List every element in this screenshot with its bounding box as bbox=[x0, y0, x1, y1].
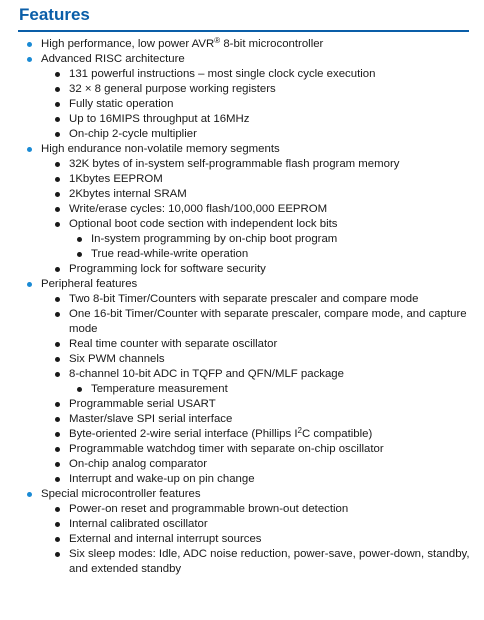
feature-text-continued: 8-bit microcontroller bbox=[220, 38, 324, 50]
bullet-icon bbox=[55, 522, 60, 527]
feature-subitem bbox=[0, 412, 484, 427]
feature-row bbox=[0, 82, 484, 97]
feature-row bbox=[0, 487, 484, 502]
feature-text: Byte-oriented 2-wire serial interface (Phillips I bbox=[69, 428, 298, 440]
feature-text: High endurance non-volatile memory segments bbox=[41, 143, 280, 155]
feature-text: Programmable serial USART bbox=[69, 398, 216, 410]
feature-row bbox=[0, 397, 484, 412]
feature-text: Temperature measurement bbox=[91, 383, 228, 395]
bullet-icon bbox=[27, 492, 32, 497]
feature-row bbox=[0, 157, 484, 172]
feature-row bbox=[0, 277, 484, 292]
feature-subitem bbox=[0, 127, 484, 142]
feature-subitem bbox=[0, 397, 484, 412]
feature-row bbox=[0, 442, 484, 457]
feature-text: Master/slave SPI serial interface bbox=[69, 413, 233, 425]
feature-text: 8-channel 10-bit ADC in TQFP and QFN/MLF package bbox=[69, 368, 344, 380]
feature-item bbox=[0, 142, 484, 277]
feature-subitem bbox=[0, 472, 484, 487]
bullet-icon bbox=[77, 252, 82, 257]
feature-subitem bbox=[0, 337, 484, 352]
feature-text: 32K bytes of in-system self-programmable flash program memory bbox=[69, 158, 400, 170]
feature-subitem bbox=[0, 367, 484, 397]
feature-row bbox=[0, 307, 484, 337]
feature-text-continued: C compatible) bbox=[302, 428, 373, 440]
feature-row bbox=[0, 352, 484, 367]
feature-text: In-system programming by on-chip boot program bbox=[91, 233, 338, 245]
feature-sublist bbox=[0, 382, 484, 397]
feature-text: Optional boot code section with independent lock bits bbox=[69, 218, 338, 230]
feature-text: Fully static operation bbox=[69, 98, 174, 110]
feature-row bbox=[0, 517, 484, 532]
feature-subitem bbox=[0, 517, 484, 532]
feature-subitem bbox=[0, 262, 484, 277]
feature-subitem bbox=[0, 82, 484, 97]
feature-text: Real time counter with separate oscillator bbox=[69, 338, 278, 350]
feature-row bbox=[0, 412, 484, 427]
feature-row bbox=[0, 187, 484, 202]
feature-text: Programmable watchdog timer with separate on-chip oscillator bbox=[69, 443, 384, 455]
feature-subitem bbox=[0, 427, 484, 442]
feature-sublist bbox=[0, 292, 484, 487]
feature-list-container bbox=[0, 37, 484, 577]
bullet-icon bbox=[55, 192, 60, 197]
feature-text: Six sleep modes: Idle, ADC noise reduction, power-save, power-down, standby, and extended standby bbox=[69, 548, 470, 575]
feature-subitem bbox=[0, 307, 484, 337]
feature-row bbox=[0, 112, 484, 127]
feature-text: 131 powerful instructions – most single clock cycle execution bbox=[69, 68, 376, 80]
bullet-icon bbox=[27, 147, 32, 152]
feature-sublist bbox=[0, 502, 484, 577]
feature-text: Six PWM channels bbox=[69, 353, 165, 365]
bullet-icon bbox=[55, 102, 60, 107]
feature-row bbox=[0, 427, 484, 442]
superscript: 2 bbox=[297, 426, 302, 435]
feature-list bbox=[0, 37, 484, 577]
feature-subitem bbox=[0, 187, 484, 202]
feature-text: High performance, low power AVR bbox=[41, 38, 215, 50]
feature-row bbox=[0, 502, 484, 517]
feature-row bbox=[0, 232, 484, 247]
feature-row bbox=[0, 217, 484, 232]
feature-row bbox=[0, 172, 484, 187]
feature-text: On-chip 2-cycle multiplier bbox=[69, 128, 197, 140]
feature-text: Programming lock for software security bbox=[69, 263, 266, 275]
feature-text: 32 × 8 general purpose working registers bbox=[69, 83, 276, 95]
feature-row bbox=[0, 382, 484, 397]
feature-text: Power-on reset and programmable brown-out detection bbox=[69, 503, 349, 515]
feature-subitem bbox=[0, 502, 484, 517]
feature-row bbox=[0, 367, 484, 382]
feature-row bbox=[0, 97, 484, 112]
bullet-icon bbox=[55, 132, 60, 137]
feature-text: Advanced RISC architecture bbox=[41, 53, 185, 65]
feature-subsubitem bbox=[0, 247, 484, 262]
feature-subitem bbox=[0, 457, 484, 472]
bullet-icon bbox=[55, 267, 60, 272]
feature-subsubitem bbox=[0, 382, 484, 397]
superscript: ® bbox=[214, 36, 221, 45]
bullet-icon bbox=[55, 312, 60, 317]
bullet-icon bbox=[55, 162, 60, 167]
feature-row bbox=[0, 247, 484, 262]
feature-text: One 16-bit Timer/Counter with separate prescaler, compare mode, and capture mode bbox=[69, 308, 467, 335]
feature-subitem bbox=[0, 532, 484, 547]
bullet-icon bbox=[27, 57, 32, 62]
feature-subitem bbox=[0, 172, 484, 187]
bullet-icon bbox=[77, 237, 82, 242]
feature-subitem bbox=[0, 292, 484, 307]
feature-text: External and internal interrupt sources bbox=[69, 533, 262, 545]
bullet-icon bbox=[55, 222, 60, 227]
feature-text: Special microcontroller features bbox=[41, 488, 201, 500]
bullet-icon bbox=[55, 462, 60, 467]
bullet-icon bbox=[55, 477, 60, 482]
bullet-icon bbox=[55, 297, 60, 302]
bullet-icon bbox=[55, 357, 60, 362]
bullet-icon bbox=[55, 507, 60, 512]
feature-text: Write/erase cycles: 10,000 flash/100,000 EEPROM bbox=[69, 203, 328, 215]
feature-sublist bbox=[0, 232, 484, 262]
feature-subitem bbox=[0, 547, 484, 577]
feature-text: Peripheral features bbox=[41, 278, 138, 290]
bullet-icon bbox=[55, 72, 60, 77]
feature-text: Two 8-bit Timer/Counters with separate prescaler and compare mode bbox=[69, 293, 419, 305]
feature-text: 1Kbytes EEPROM bbox=[69, 173, 163, 185]
feature-item bbox=[0, 37, 484, 52]
feature-row bbox=[0, 262, 484, 277]
feature-text: On-chip analog comparator bbox=[69, 458, 208, 470]
feature-row bbox=[0, 547, 484, 577]
feature-row bbox=[0, 142, 484, 157]
title-divider bbox=[18, 30, 469, 32]
bullet-icon bbox=[55, 87, 60, 92]
feature-row bbox=[0, 37, 484, 52]
bullet-icon bbox=[55, 537, 60, 542]
feature-row bbox=[0, 532, 484, 547]
bullet-icon bbox=[77, 387, 82, 392]
feature-text: Up to 16MIPS throughput at 16MHz bbox=[69, 113, 250, 125]
bullet-icon bbox=[55, 447, 60, 452]
bullet-icon bbox=[55, 372, 60, 377]
feature-text: Internal calibrated oscillator bbox=[69, 518, 208, 530]
bullet-icon bbox=[27, 282, 32, 287]
feature-sublist bbox=[0, 67, 484, 142]
bullet-icon bbox=[55, 117, 60, 122]
feature-subitem bbox=[0, 352, 484, 367]
feature-item bbox=[0, 277, 484, 487]
feature-subitem bbox=[0, 112, 484, 127]
feature-subitem bbox=[0, 202, 484, 217]
bullet-icon bbox=[27, 42, 32, 47]
bullet-icon bbox=[55, 402, 60, 407]
bullet-icon bbox=[55, 417, 60, 422]
feature-subitem bbox=[0, 67, 484, 82]
feature-subitem bbox=[0, 442, 484, 457]
feature-text: Interrupt and wake-up on pin change bbox=[69, 473, 255, 485]
bullet-icon bbox=[55, 342, 60, 347]
feature-subitem bbox=[0, 97, 484, 112]
feature-row bbox=[0, 52, 484, 67]
feature-row bbox=[0, 472, 484, 487]
bullet-icon bbox=[55, 432, 60, 437]
bullet-icon bbox=[55, 552, 60, 557]
feature-row bbox=[0, 67, 484, 82]
feature-row bbox=[0, 292, 484, 307]
feature-row bbox=[0, 457, 484, 472]
feature-text: True read-while-write operation bbox=[91, 248, 249, 260]
section-title: Features bbox=[19, 5, 90, 24]
bullet-icon bbox=[55, 207, 60, 212]
feature-row bbox=[0, 127, 484, 142]
feature-subitem bbox=[0, 157, 484, 172]
feature-subsubitem bbox=[0, 232, 484, 247]
feature-subitem bbox=[0, 217, 484, 262]
feature-row bbox=[0, 202, 484, 217]
feature-text: 2Kbytes internal SRAM bbox=[69, 188, 187, 200]
feature-item bbox=[0, 52, 484, 142]
bullet-icon bbox=[55, 177, 60, 182]
feature-row bbox=[0, 337, 484, 352]
feature-item bbox=[0, 487, 484, 577]
feature-sublist bbox=[0, 157, 484, 277]
